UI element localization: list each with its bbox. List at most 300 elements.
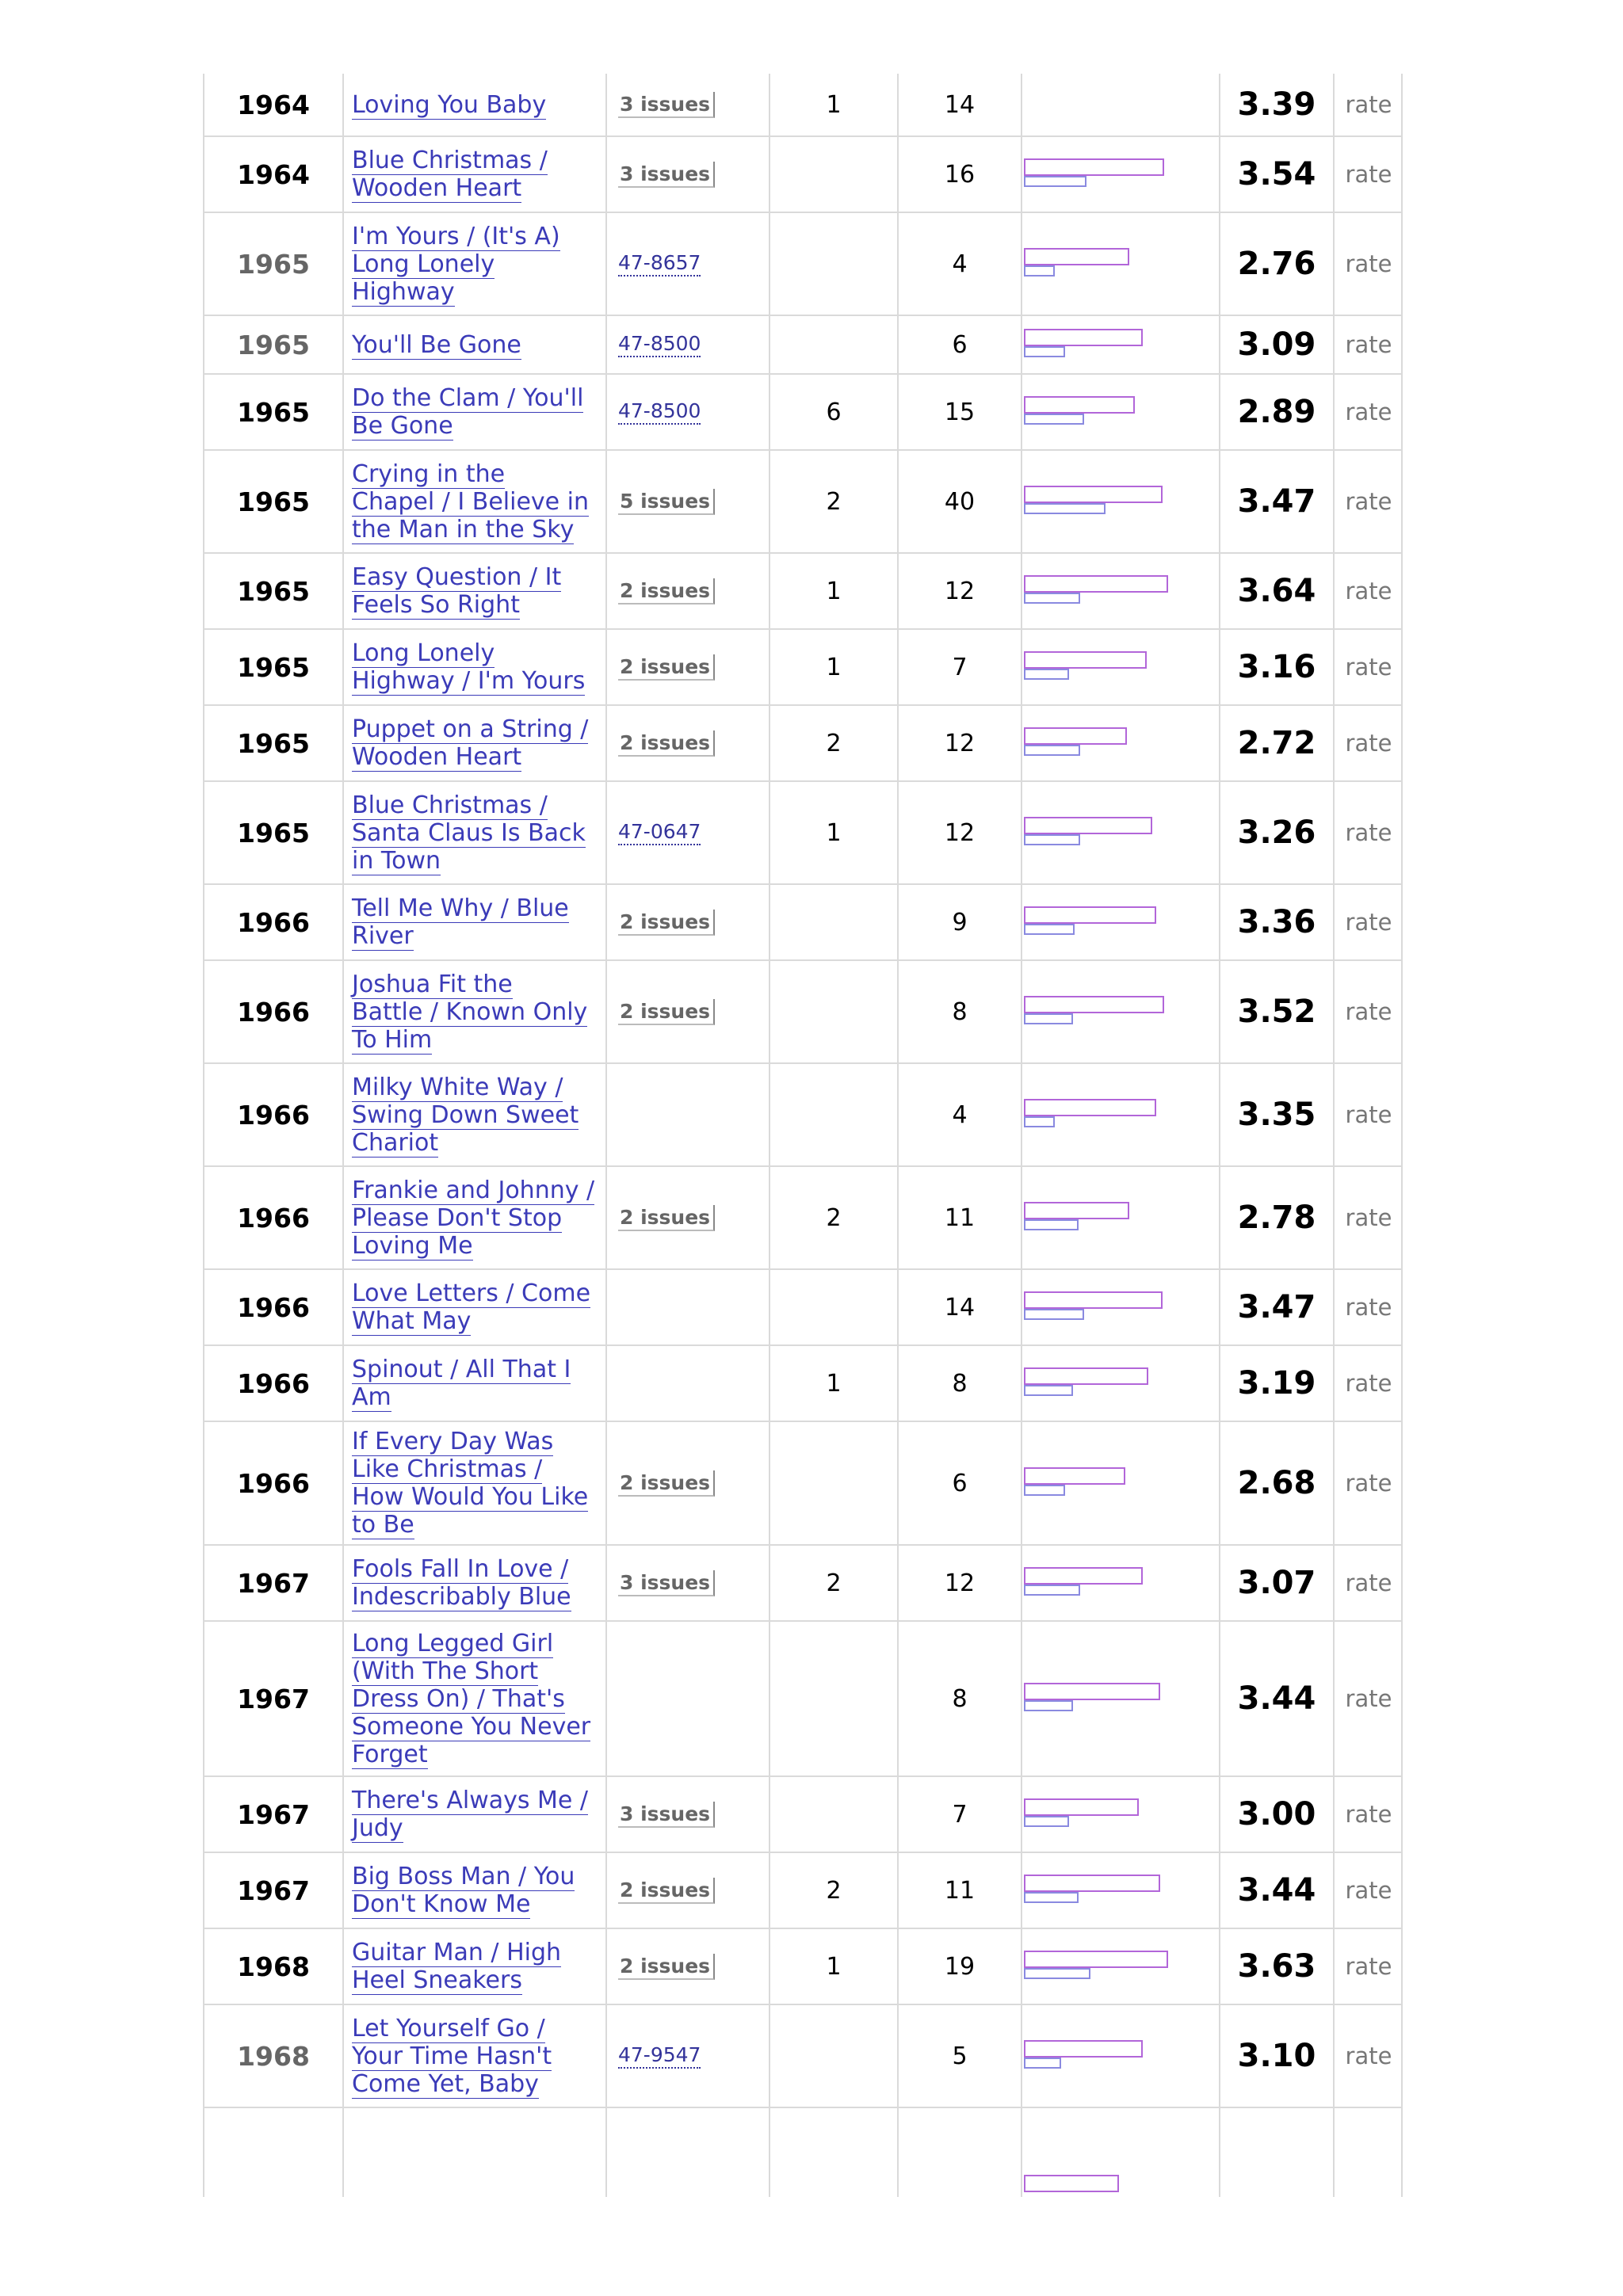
issue-cell [607,554,769,628]
issue-cell [607,74,769,135]
count-cell-a [770,885,897,959]
title-line: Be Gone [352,412,453,440]
issue-cell [607,213,769,315]
rating-bars [1024,1567,1219,1599]
title-line: Milky White Way / [352,1073,563,1101]
rating-bars [1024,486,1219,517]
rating-bars-cell [1022,375,1219,449]
average-rating: 3.26 [1237,814,1316,851]
average-rating: 3.63 [1237,1948,1316,1985]
rating-bars-cell [1022,1777,1219,1852]
rating-bars-cell [1022,1270,1219,1344]
title-line: Long Lonely [352,250,495,278]
count-cell-b: 12 [944,1569,976,1597]
single-title-link[interactable] [352,223,560,306]
average-rating: 3.47 [1237,1289,1316,1325]
rate-link[interactable]: rate [1345,578,1392,605]
rate-link[interactable]: rate [1345,654,1392,681]
year-cell: 1968 [237,1951,310,1982]
year-cell: 1967 [237,1683,310,1714]
issue-cell [607,1346,769,1421]
title-cell [344,554,605,628]
ratings-count-bar [1024,1700,1073,1711]
issue-cell [607,1777,769,1852]
title-line: Long Legged Girl [352,1629,554,1657]
ratings-count-bar [1024,1585,1080,1596]
single-title-link[interactable] [352,1555,571,1611]
ratings-count-bar [1024,503,1106,514]
rating-bars-cell [1022,1853,1219,1928]
issues-button[interactable]: 2 issues [618,910,715,936]
rating-bar [1024,1202,1129,1219]
rating-bars [1024,651,1219,683]
table-row [204,74,1401,137]
table-row [204,1064,1401,1167]
title-line: Puppet on a String / [352,715,589,743]
rate-link[interactable]: rate [1345,1569,1392,1596]
title-line: What May [352,1307,472,1335]
count-cell-b: 14 [944,90,976,119]
single-title-link[interactable] [352,1630,590,1768]
issues-button[interactable]: 2 issues [618,1878,715,1904]
count-cell-a [770,1422,897,1544]
title-line: To Him [352,1025,433,1054]
count-cell-a: 2 [826,487,842,516]
issue-cell [607,630,769,704]
average-rating: 3.00 [1237,1796,1316,1833]
count-cell-a [770,961,897,1062]
issues-button[interactable]: 3 issues [618,162,715,188]
count-cell-b: 11 [944,1203,976,1232]
title-line: Swing Down Sweet [352,1100,579,1129]
ratings-count-bar [1024,1385,1073,1396]
title-line: Crying in the [352,460,506,488]
rating-bars [1024,817,1219,849]
year-cell: 1965 [237,575,310,607]
single-title-link[interactable] [352,971,587,1054]
single-title-link[interactable] [352,147,548,202]
rate-link[interactable]: rate [1345,1204,1392,1231]
title-cell [344,1853,605,1928]
average-rating: 3.36 [1237,904,1316,940]
count-cell-b: 8 [952,1684,968,1713]
issues-button[interactable]: 3 issues [618,1802,715,1828]
issue-cell [607,1622,769,1775]
average-rating: 3.10 [1237,2038,1316,2074]
ratings-count-bar [1024,1968,1090,1979]
title-cell [344,375,605,449]
title-cell [344,706,605,780]
ratings-count-bar [1024,1816,1069,1827]
title-line: How Would You Like [352,1483,589,1511]
average-rating: 2.89 [1237,394,1316,430]
rate-link[interactable]: rate [1345,1101,1392,1128]
title-line: I'm Yours / (It's A) [352,222,560,250]
rating-bars-cell [1022,451,1219,552]
year-cell: 1965 [237,329,310,360]
catalog-number-link[interactable]: 47-8657 [618,251,701,277]
single-title-link[interactable] [352,2015,552,2098]
title-line: Battle / Known Only [352,997,588,1026]
rating-bars-cell [1022,706,1219,780]
rate-link[interactable]: rate [1345,909,1392,936]
rate-link[interactable]: rate [1345,1470,1392,1497]
partial-rating-bar [1024,2175,1119,2192]
single-title-link[interactable] [352,791,586,875]
year-cell: 1966 [237,1467,310,1499]
rate-link[interactable]: rate [1345,819,1392,846]
title-line: Come Yet, Baby [352,2069,539,2098]
rating-bars [1024,2040,1219,2072]
title-line: Guitar Man / High [352,1939,562,1966]
issues-button[interactable]: 2 issues [618,1954,715,1980]
rate-link[interactable]: rate [1345,2042,1392,2069]
ratings-count-bar [1024,745,1080,756]
ratings-count-bar [1024,346,1065,357]
table-row [204,375,1401,451]
title-line: Joshua Fit the [352,970,513,998]
average-rating: 3.47 [1237,483,1316,520]
rating-bars-cell [1022,1346,1219,1421]
rate-link[interactable]: rate [1345,1370,1392,1397]
title-line: Chapel / I Believe in [352,487,590,516]
rate-link[interactable]: rate [1345,161,1392,188]
rating-bars-cell [1022,1422,1219,1544]
table-row [204,1929,1401,2005]
rate-link[interactable]: rate [1345,730,1392,757]
issue-cell [607,1929,769,2004]
title-cell [344,961,605,1062]
rating-bar [1024,575,1168,593]
issue-cell [607,706,769,780]
rating-bar [1024,1875,1160,1892]
rating-bars [1024,1202,1219,1234]
count-cell-b: 12 [944,577,976,605]
count-cell-a: 1 [826,1369,842,1398]
table-row [204,213,1401,316]
count-cell-b: 6 [952,330,968,359]
rating-bars [1024,1291,1219,1323]
average-rating: 3.19 [1237,1365,1316,1402]
table-row [204,451,1401,554]
title-line: Wooden Heart [352,743,522,771]
rating-bars [1024,1099,1219,1131]
count-cell-b: 12 [944,818,976,847]
average-rating: 3.52 [1237,994,1316,1030]
issue-cell [607,1270,769,1344]
average-rating: 3.07 [1237,1565,1316,1601]
count-cell-b: 7 [952,653,968,681]
single-title-link[interactable] [352,1074,579,1157]
title-cell [344,213,605,315]
ratings-count-bar [1024,2058,1061,2069]
year-cell: 1968 [237,2040,310,2072]
table-row [204,782,1401,885]
catalog-number-link[interactable]: 47-9547 [618,2043,701,2069]
ratings-count-bar [1024,669,1069,680]
rating-bar [1024,2040,1143,2058]
rating-bars [1024,575,1219,607]
catalog-number-link[interactable]: 47-0647 [618,820,701,845]
count-cell-a: 2 [826,1569,842,1597]
ratings-count-bar [1024,1219,1079,1230]
issues-button[interactable]: 3 issues [618,92,715,118]
title-line: Am [352,1383,391,1411]
title-line: in Town [352,846,441,875]
rating-bar [1024,727,1127,745]
rating-bars [1024,906,1219,938]
rate-link[interactable]: rate [1345,331,1392,358]
title-cell [344,1546,605,1620]
count-cell-a [770,1622,897,1775]
issues-button[interactable]: 2 issues [618,578,715,605]
count-cell-a [770,316,897,373]
count-cell-b: 12 [944,729,976,757]
count-cell-a: 2 [826,1203,842,1232]
rating-bar [1024,1099,1156,1116]
year-cell: 1967 [237,1875,310,1906]
table-row [204,1777,1401,1853]
average-rating: 3.44 [1237,1872,1316,1909]
issue-cell [607,782,769,883]
year-cell: 1965 [237,486,310,517]
rate-link[interactable]: rate [1345,1877,1392,1904]
table-row [204,1422,1401,1546]
title-cell [344,1622,605,1775]
single-title-link[interactable] [352,331,521,359]
year-cell: 1964 [237,158,310,190]
rating-bar [1024,329,1143,346]
count-cell-b: 4 [952,1100,968,1129]
issues-button[interactable]: 2 issues [618,654,715,681]
ratings-count-bar [1024,1309,1084,1320]
rate-link[interactable]: rate [1345,1953,1392,1980]
ratings-count-bar [1024,1116,1055,1127]
single-title-link[interactable] [352,1280,590,1335]
rating-bars-cell [1022,961,1219,1062]
title-line: Dress On) / That's [352,1684,565,1713]
count-cell-a [770,1064,897,1165]
rating-bar [1024,1798,1139,1816]
table-row [204,316,1401,375]
title-line: Forget [352,1740,428,1768]
single-title-link[interactable] [352,91,546,119]
single-title-link[interactable] [352,1177,594,1260]
rate-link[interactable]: rate [1345,250,1392,277]
title-cell [344,1064,605,1165]
count-cell-b: 9 [952,908,968,936]
rating-bars [1024,329,1219,360]
ratings-count-bar [1024,924,1075,935]
average-rating: 3.64 [1237,573,1316,609]
average-rating: 3.44 [1237,1680,1316,1717]
issue-cell [607,961,769,1062]
rating-bars [1024,727,1219,759]
rating-bars-cell [1022,1064,1219,1165]
issue-cell [607,451,769,552]
rating-bars-cell [1022,74,1219,135]
year-cell: 1966 [237,906,310,938]
issue-cell [607,1422,769,1544]
rating-bars-cell [1022,782,1219,883]
count-cell-b: 4 [952,250,968,278]
count-cell-b: 16 [944,160,976,189]
table-row [204,2005,1401,2108]
average-rating: 3.16 [1237,649,1316,685]
issue-cell [607,137,769,212]
rating-bars [1024,1367,1219,1399]
average-rating: 3.09 [1237,326,1316,363]
count-cell-a [770,213,897,315]
count-cell-a [770,1270,897,1344]
rating-bars-cell [1022,885,1219,959]
count-cell-b: 7 [952,1800,968,1829]
title-cell [344,782,605,883]
title-line: Fools Fall In Love / [352,1555,569,1583]
year-cell: 1965 [237,817,310,849]
rate-link[interactable]: rate [1345,1685,1392,1712]
title-line: Someone You Never [352,1712,591,1741]
count-cell-a: 1 [826,577,842,605]
rating-bar [1024,158,1164,176]
count-cell-b: 8 [952,1369,968,1398]
rating-bar [1024,248,1129,265]
title-line: Wooden Heart [352,174,522,202]
rating-bar [1024,817,1152,834]
count-cell-b: 6 [952,1469,968,1497]
rating-bar [1024,651,1147,669]
rating-bars-cell [1022,554,1219,628]
single-title-link[interactable] [352,460,589,543]
rating-bar [1024,906,1156,924]
table-row [204,1346,1401,1422]
single-title-link[interactable] [352,1939,561,1994]
title-cell [344,2005,605,2107]
table-row [204,554,1401,630]
title-line: (With The Short [352,1657,539,1685]
average-rating: 3.39 [1237,86,1316,123]
issue-cell [607,316,769,373]
count-cell-a: 2 [826,1876,842,1905]
count-cell-a: 1 [826,1952,842,1981]
rating-bars-cell [1022,137,1219,212]
single-title-link[interactable] [352,639,585,695]
count-cell-a: 1 [826,653,842,681]
issue-cell [607,375,769,449]
average-rating: 3.35 [1237,1097,1316,1133]
catalog-number-link[interactable]: 47-8500 [618,332,701,357]
title-line: Easy Question / It [352,563,562,591]
table-row [204,137,1401,213]
single-title-link[interactable] [352,715,588,771]
count-cell-a [770,137,897,212]
ratings-count-bar [1024,834,1080,845]
count-cell-a [770,2005,897,2107]
year-cell: 1965 [237,727,310,759]
title-line: Frankie and Johnny / [352,1176,595,1204]
title-cell [344,1346,605,1421]
issues-button[interactable]: 2 issues [618,1205,715,1231]
rating-bars [1024,1875,1219,1906]
single-title-link[interactable] [352,384,583,440]
title-line: Loving Me [352,1231,473,1260]
issues-button[interactable]: 3 issues [618,1570,715,1596]
rating-bars [1024,396,1219,428]
table-row [204,1546,1401,1622]
count-cell-b: 19 [944,1952,976,1981]
title-line: to Be [352,1511,414,1539]
issue-cell [607,1546,769,1620]
year-cell: 1965 [237,248,310,280]
issues-button[interactable]: 2 issues [618,730,715,757]
rating-bars-cell [1022,2005,1219,2107]
table-row [204,706,1401,782]
year-cell: 1966 [237,1367,310,1399]
issues-button[interactable]: 2 issues [618,999,715,1025]
year-cell: 1964 [237,89,310,120]
count-cell-b: 40 [944,487,976,516]
count-cell-a [770,1777,897,1852]
rate-link[interactable]: rate [1345,488,1392,515]
ratings-count-bar [1024,414,1084,425]
rating-bars-cell [1022,1622,1219,1775]
average-rating: 2.68 [1237,1465,1316,1501]
title-cell [344,885,605,959]
title-line: Santa Claus Is Back [352,818,586,847]
year-cell: 1965 [237,651,310,683]
single-title-link[interactable] [352,1428,588,1539]
issue-cell [607,1167,769,1268]
title-line: Long Lonely [352,639,495,667]
single-title-link[interactable] [352,1356,571,1411]
rate-link[interactable]: rate [1345,998,1392,1025]
single-title-link[interactable] [352,563,561,619]
average-rating: 2.76 [1237,246,1316,282]
single-title-link[interactable] [352,1787,588,1842]
rating-bar [1024,396,1135,414]
ratings-count-bar [1024,1013,1073,1024]
issues-button[interactable]: 5 issues [618,489,715,515]
title-line: You'll Be Gone [352,330,521,359]
issue-cell [607,885,769,959]
title-line: Like Christmas / [352,1455,543,1483]
count-cell-a: 6 [826,398,842,426]
title-line: Highway / I'm Yours [352,667,586,695]
catalog-number-link[interactable]: 47-8500 [618,399,701,425]
rating-bars-cell [1022,213,1219,315]
rating-bar [1024,1467,1125,1485]
year-cell: 1966 [237,1099,310,1131]
rating-bars [1024,248,1219,280]
title-line: Heel Sneakers [352,1966,522,1994]
rating-bars-cell [1022,1929,1219,2004]
rate-link[interactable]: rate [1345,399,1392,425]
average-rating: 2.78 [1237,1199,1316,1236]
rate-link[interactable]: rate [1345,91,1392,118]
rate-link[interactable]: rate [1345,1801,1392,1828]
single-title-link[interactable] [352,1863,575,1918]
title-cell [344,1929,605,2004]
issue-cell [607,1853,769,1928]
count-cell-a: 1 [826,818,842,847]
single-title-link[interactable] [352,894,569,950]
title-cell [344,316,605,373]
rate-link[interactable]: rate [1345,1294,1392,1321]
ratings-count-bar [1024,593,1080,604]
title-line: Your Time Hasn't [352,2042,552,2070]
issues-button[interactable]: 2 issues [618,1470,715,1497]
average-rating: 3.54 [1237,156,1316,193]
